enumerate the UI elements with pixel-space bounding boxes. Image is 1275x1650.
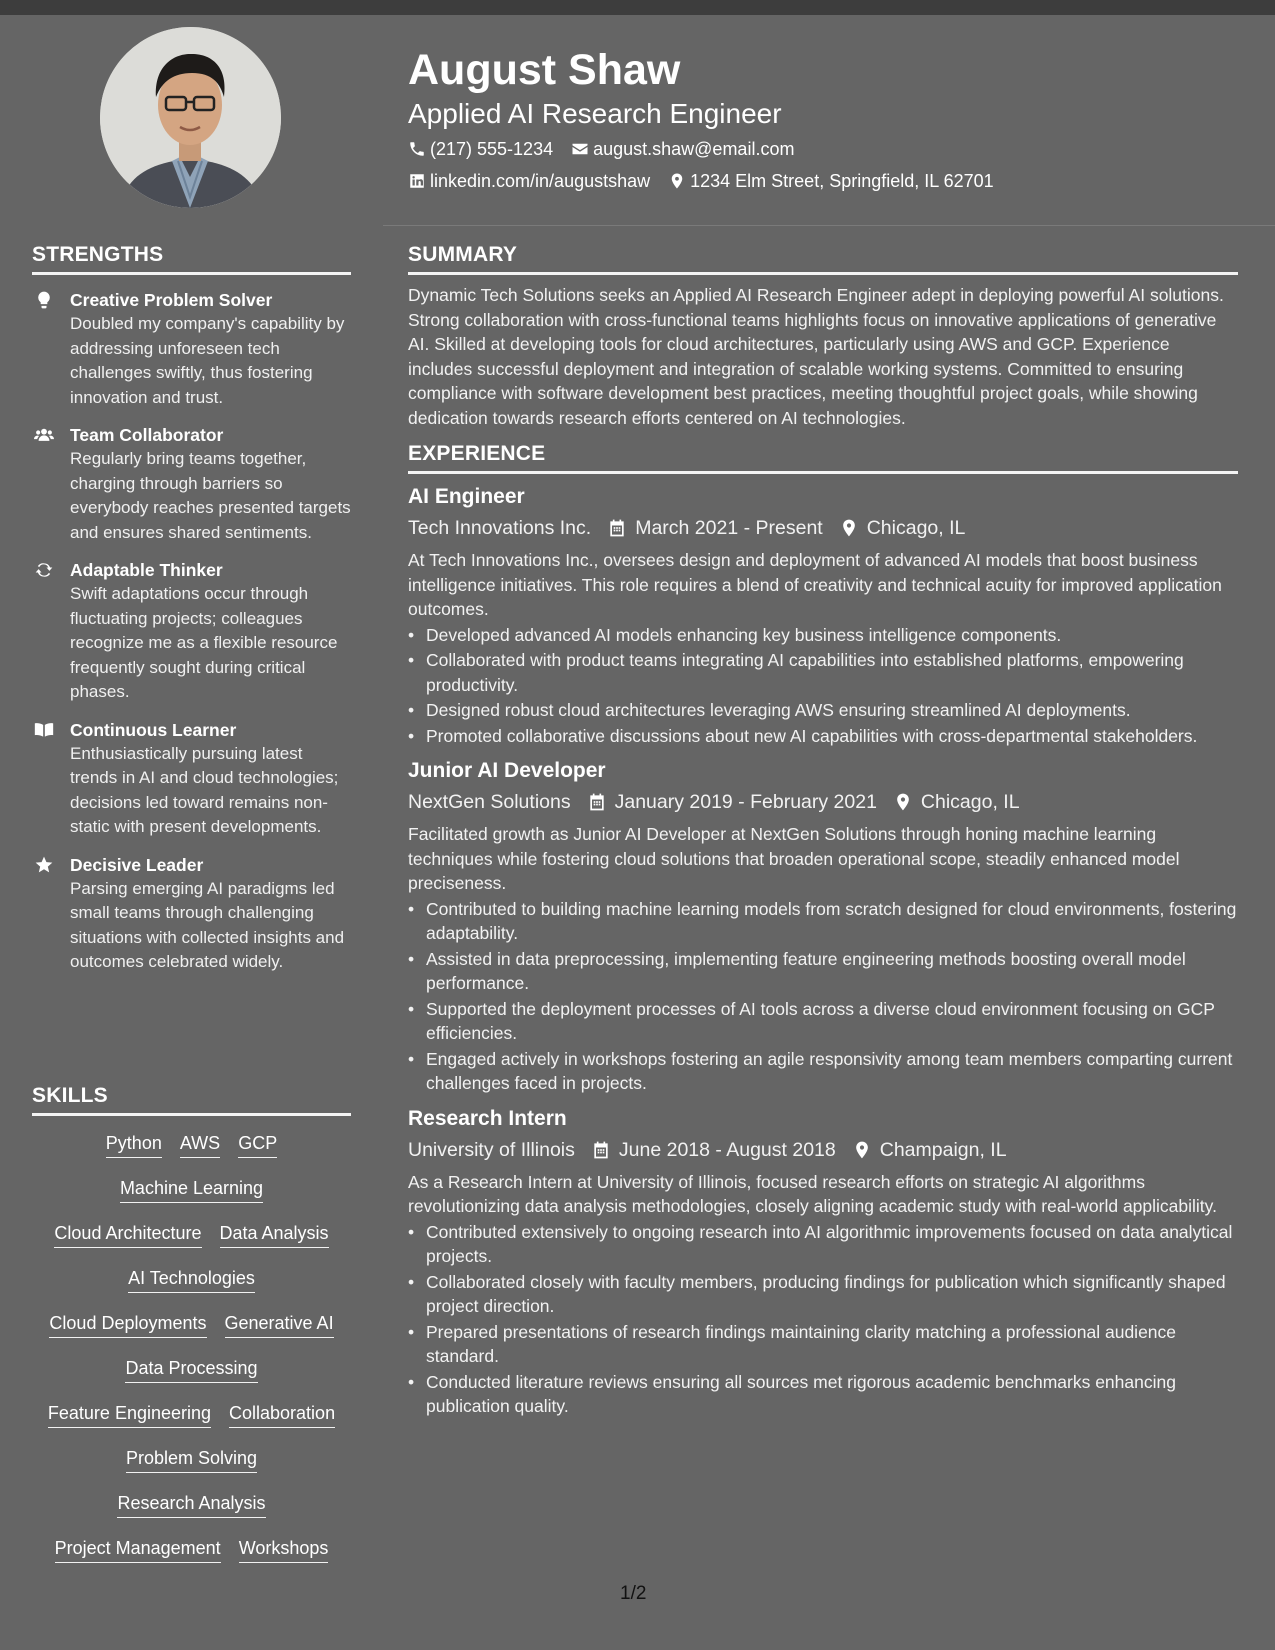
job-bullet: • Prepared presentations of research findings maintaining clarity matching a professional audience standard.	[408, 1320, 1238, 1369]
sync-icon	[32, 558, 56, 705]
job-bullet: • Conducted literature reviews ensuring all sources met rigorous academic benchmarks enhancing publication quality.	[408, 1370, 1238, 1419]
strength-item	[32, 288, 351, 410]
skill-row	[32, 1398, 351, 1443]
linkedin-contact[interactable]	[408, 166, 650, 196]
main-column	[408, 243, 1238, 1420]
strength-item	[32, 853, 351, 975]
strength-item	[32, 558, 351, 705]
skill-row	[32, 1173, 351, 1218]
skill-row	[32, 1353, 351, 1398]
map-marker-icon	[668, 172, 686, 190]
job-bullet: • Contributed extensively to ongoing research into AI algorithmic improvements focused on data analytical projects.	[408, 1220, 1238, 1269]
email-contact[interactable]	[571, 134, 794, 164]
profile-photo-image	[100, 27, 281, 208]
experience-heading: EXPERIENCE	[408, 442, 1238, 474]
job-bullet: • Contributed to building machine learning models from scratch designed for cloud environments, fostering adaptability.	[408, 897, 1238, 946]
job-bullet: • Collaborated closely with faculty members, producing findings for publication which significantly shaped project direction.	[408, 1270, 1238, 1319]
strength-description: Enthusiastically pursuing latest trends in AI and cloud technologies; decisions led toward remains non-static with present developments.	[70, 743, 339, 836]
skill-tag: Data Analysis	[220, 1222, 329, 1248]
strengths-section	[32, 243, 351, 975]
job-entry	[408, 482, 1238, 748]
strength-description: Regularly bring teams together, charging through barriers so everybody reaches presented targets and ensures shared sentiments.	[70, 449, 351, 542]
contact-row-2	[408, 166, 1238, 196]
job-bullets	[408, 897, 1238, 1096]
strengths-heading: STRENGTHS	[32, 243, 351, 275]
job-location: Chicago, IL	[866, 517, 966, 539]
job-dates: June 2018 - August 2018	[618, 1138, 836, 1161]
envelope-icon	[571, 140, 589, 158]
job-meta	[408, 786, 1238, 818]
star-icon	[32, 853, 56, 975]
skill-tag: Problem Solving	[126, 1447, 257, 1473]
skill-row	[32, 1128, 351, 1173]
summary-text: Dynamic Tech Solutions seeks an Applied AI Research Engineer adept in deploying powerful AI solutions. Strong collaboration with cross-functional teams highlights focus on innovative applications of generative AI. Skilled at developing tools for cloud architectures, particularly using AWS and GCP. Experience includes successful deployment and integration of scalable working systems. Committed to ensuring compliance with software development best practices, meeting thoughtful project goals, while showing dedication towards research efforts centered on AI technologies.	[408, 285, 1224, 428]
job-title: AI Engineer	[408, 485, 525, 508]
skill-row	[32, 1488, 351, 1533]
job-dates: March 2021 - Present	[635, 517, 823, 539]
lightbulb-icon	[32, 288, 56, 410]
skill-tag: Feature Engineering	[48, 1402, 211, 1428]
resume-page	[0, 15, 1275, 1650]
summary-section	[408, 243, 1238, 430]
resume-header	[408, 45, 1238, 196]
job-entry	[408, 756, 1238, 1096]
phone-icon	[408, 140, 426, 158]
job-title: Research Intern	[408, 1106, 567, 1130]
strength-description: Doubled my company's capability by addressing unforeseen tech challenges swiftly, thus fostering innovation and trust.	[70, 314, 345, 407]
skills-section	[32, 1084, 351, 1578]
strength-item	[32, 718, 351, 840]
users-icon	[32, 423, 56, 545]
map-marker-icon	[893, 792, 913, 812]
strength-title: Continuous Learner	[70, 719, 237, 740]
strength-description: Parsing emerging AI paradigms led small teams through challenging situations with collected insights and outcomes celebrated widely.	[70, 878, 345, 971]
strength-description: Swift adaptations occur through fluctuating projects; colleagues recognize me as a flexible resource frequently sought during critical phases.	[70, 584, 338, 701]
skill-tag: Workshops	[239, 1537, 329, 1563]
calendar-icon	[587, 792, 607, 812]
strength-item	[32, 423, 351, 545]
skill-tag: AWS	[180, 1132, 220, 1158]
job-company: NextGen Solutions	[408, 791, 571, 813]
skill-tag: Project Management	[55, 1537, 221, 1563]
phone-text: (217) 555-1234	[430, 139, 554, 159]
contact-row-1	[408, 134, 1238, 164]
job-company: University of Illinois	[408, 1138, 575, 1161]
strength-title: Adaptable Thinker	[70, 560, 223, 580]
map-marker-icon	[839, 518, 859, 538]
job-bullets	[408, 1220, 1238, 1419]
job-bullet: • Collaborated with product teams integrating AI capabilities into established platforms, empowering productivity.	[408, 648, 1238, 697]
skill-row	[32, 1533, 351, 1578]
summary-heading: SUMMARY	[408, 243, 1238, 275]
job-bullets	[408, 623, 1238, 749]
linkedin-icon	[408, 172, 426, 190]
job-bullet: • Developed advanced AI models enhancing key business intelligence components.	[408, 623, 1238, 648]
job-title: Junior AI Developer	[408, 759, 606, 782]
strength-title: Decisive Leader	[70, 854, 204, 875]
skill-tag: Machine Learning	[120, 1177, 263, 1203]
job-entry	[408, 1104, 1238, 1419]
map-marker-icon	[852, 1140, 872, 1160]
book-icon	[32, 718, 56, 840]
skill-tag: Data Processing	[125, 1357, 257, 1383]
skill-tag: Python	[106, 1132, 162, 1158]
job-bullet: • Assisted in data preprocessing, implementing feature engineering methods boosting overall model performance.	[408, 947, 1238, 996]
job-description: Facilitated growth as Junior AI Developer at NextGen Solutions through honing machine learning techniques while fostering cloud solutions that broaden operational scope, steadily enhanced model preciseness.	[408, 824, 1180, 893]
skill-row	[32, 1218, 351, 1263]
experience-section	[408, 442, 1238, 1419]
skill-tag: Cloud Architecture	[54, 1222, 201, 1248]
job-location: Chicago, IL	[920, 791, 1020, 813]
strength-title: Creative Problem Solver	[70, 290, 273, 310]
profile-photo	[100, 27, 281, 208]
job-description: As a Research Intern at University of Illinois, focused research efforts on strategic AI algorithms revolutionizing data analysis methodologies, closely aligning academic study with real-world applicability.	[408, 1171, 1217, 1216]
job-bullet: • Designed robust cloud architectures leveraging AWS ensuring streamlined AI deployments.	[408, 698, 1238, 723]
job-meta	[408, 512, 1238, 544]
phone-contact	[408, 134, 553, 164]
job-bullet: • Supported the deployment processes of AI tools across a diverse cloud environment focusing on GCP efficiencies.	[408, 997, 1238, 1046]
job-bullet: • Promoted collaborative discussions about new AI capabilities with cross-departmental stakeholders.	[408, 724, 1238, 749]
calendar-icon	[607, 518, 627, 538]
email-text[interactable]: august.shaw@email.com	[593, 139, 795, 159]
skills-list	[32, 1128, 351, 1578]
job-description: At Tech Innovations Inc., oversees design and deployment of advanced AI models that boost business intelligence initiatives. This role requires a blend of creativity and technical acuity for improved application outcomes.	[408, 550, 1222, 619]
skill-tag: GCP	[238, 1132, 277, 1158]
top-bar	[0, 0, 1275, 15]
candidate-name: August Shaw	[408, 46, 681, 94]
skill-tag: AI Technologies	[128, 1267, 255, 1293]
skill-row	[32, 1263, 351, 1308]
job-location: Champaign, IL	[879, 1138, 1007, 1161]
skill-tag: Collaboration	[229, 1402, 335, 1428]
address-contact	[668, 166, 994, 196]
strength-title: Team Collaborator	[70, 425, 224, 445]
skill-row	[32, 1443, 351, 1488]
linkedin-text[interactable]: linkedin.com/in/augustshaw	[430, 171, 651, 191]
skill-tag: Research Analysis	[117, 1492, 265, 1518]
job-dates: January 2019 - February 2021	[614, 791, 877, 813]
header-divider	[383, 225, 1275, 226]
job-company: Tech Innovations Inc.	[408, 517, 592, 539]
skills-heading: SKILLS	[32, 1084, 351, 1116]
address-text: 1234 Elm Street, Springfield, IL 62701	[690, 171, 994, 191]
skill-tag: Generative AI	[225, 1312, 334, 1338]
candidate-title: Applied AI Research Engineer	[408, 98, 782, 129]
skill-row	[32, 1308, 351, 1353]
page-number: 1/2	[620, 1583, 647, 1604]
job-meta	[408, 1134, 1238, 1166]
calendar-icon	[591, 1140, 611, 1160]
job-bullet: • Engaged actively in workshops fostering an agile responsivity among team members comparting current challenges faced in projects.	[408, 1047, 1238, 1096]
skill-tag: Cloud Deployments	[49, 1312, 206, 1338]
